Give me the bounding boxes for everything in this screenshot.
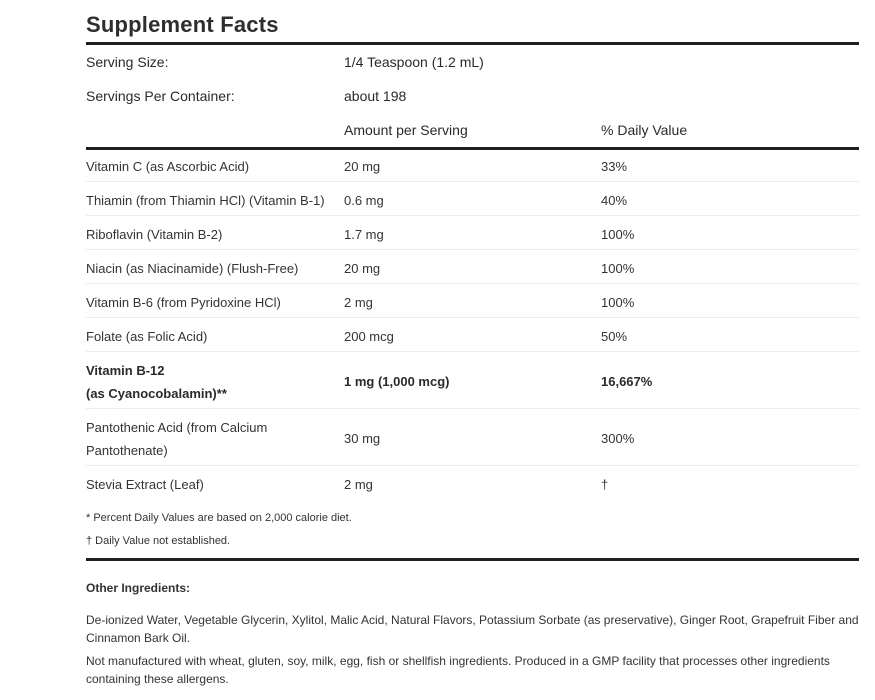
nutrient-amount: 1 mg (1,000 mcg) [344, 374, 450, 389]
panel-title: Supplement Facts [86, 12, 279, 37]
nutrient-amount: 30 mg [344, 431, 381, 446]
row-separator [86, 249, 859, 250]
header-divider [86, 147, 859, 150]
nutrient-row-highlighted [86, 359, 859, 405]
row-separator [86, 215, 859, 216]
nutrient-amount: 2 mg [344, 295, 373, 310]
nutrient-daily-value: 16,667% [601, 374, 653, 389]
nutrient-daily-value: 100% [601, 261, 635, 276]
nutrient-name: Thiamin (from Thiamin HCl) (Vitamin B-1) [86, 193, 325, 208]
nutrient-amount: 200 mcg [344, 329, 394, 344]
nutrient-amount: 20 mg [344, 261, 381, 276]
other-ingredients-text: De-ionized Water, Vegetable Glycerin, Xylitol, Malic Acid, Natural Flavors, Potassium Sorbate (as preservative), Ginger Root, Grapefruit Fiber and Cinnamon Bark Oil. [86, 613, 859, 645]
other-ingredients-label: Other Ingredients: [86, 581, 191, 595]
nutrient-amount: 1.7 mg [344, 227, 384, 242]
nutrient-daily-value: 100% [601, 227, 635, 242]
serving-size-value: 1/4 Teaspoon (1.2 mL) [344, 54, 484, 70]
nutrient-name-line1: Vitamin B-12 [86, 363, 165, 378]
servings-per-container-value: about 198 [344, 88, 407, 104]
nutrient-daily-value: † [601, 477, 609, 492]
nutrient-amount: 2 mg [344, 477, 373, 492]
serving-size-label: Serving Size: [86, 54, 169, 70]
percent-daily-value-footnote: * Percent Daily Values are based on 2,000 calorie diet. [86, 512, 352, 524]
nutrient-name: Riboflavin (Vitamin B-2) [86, 227, 223, 242]
nutrient-name: Vitamin C (as Ascorbic Acid) [86, 159, 250, 174]
nutrient-daily-value: 40% [601, 193, 628, 208]
row-separator [86, 181, 859, 182]
nutrient-daily-value: 100% [601, 295, 635, 310]
daily-value-column-header: % Daily Value [601, 122, 688, 138]
nutrient-row [86, 416, 859, 462]
row-separator [86, 317, 859, 318]
servings-per-container-label: Servings Per Container: [86, 88, 235, 104]
nutrient-amount: 0.6 mg [344, 193, 384, 208]
amount-column-header: Amount per Serving [344, 122, 468, 138]
nutrient-name: Vitamin B-6 (from Pyridoxine HCl) [86, 295, 281, 310]
allergen-statement: Not manufactured with wheat, gluten, soy, milk, egg, fish or shellfish ingredients. Produced in a GMP facility that processes other ingredients containing these allergens. [86, 654, 830, 686]
nutrient-name-line1: Pantothenic Acid (from Calcium [86, 420, 268, 435]
row-separator [86, 351, 859, 352]
nutrient-name-line2: (as Cyanocobalamin)** [86, 386, 227, 401]
footnote-divider [86, 558, 859, 561]
row-separator [86, 283, 859, 284]
nutrient-daily-value: 300% [601, 431, 635, 446]
nutrient-name: Folate (as Folic Acid) [86, 329, 208, 344]
nutrient-daily-value: 50% [601, 329, 628, 344]
row-separator [86, 408, 859, 409]
title-divider [86, 42, 859, 45]
nutrient-name: Stevia Extract (Leaf) [86, 477, 204, 492]
nutrient-daily-value: 33% [601, 159, 628, 174]
nutrient-amount: 20 mg [344, 159, 381, 174]
nutrient-name-line2: Pantothenate) [86, 443, 168, 458]
row-separator [86, 465, 859, 466]
nutrient-name: Niacin (as Niacinamide) (Flush-Free) [86, 261, 299, 276]
dagger-footnote: † Daily Value not established. [86, 535, 231, 547]
